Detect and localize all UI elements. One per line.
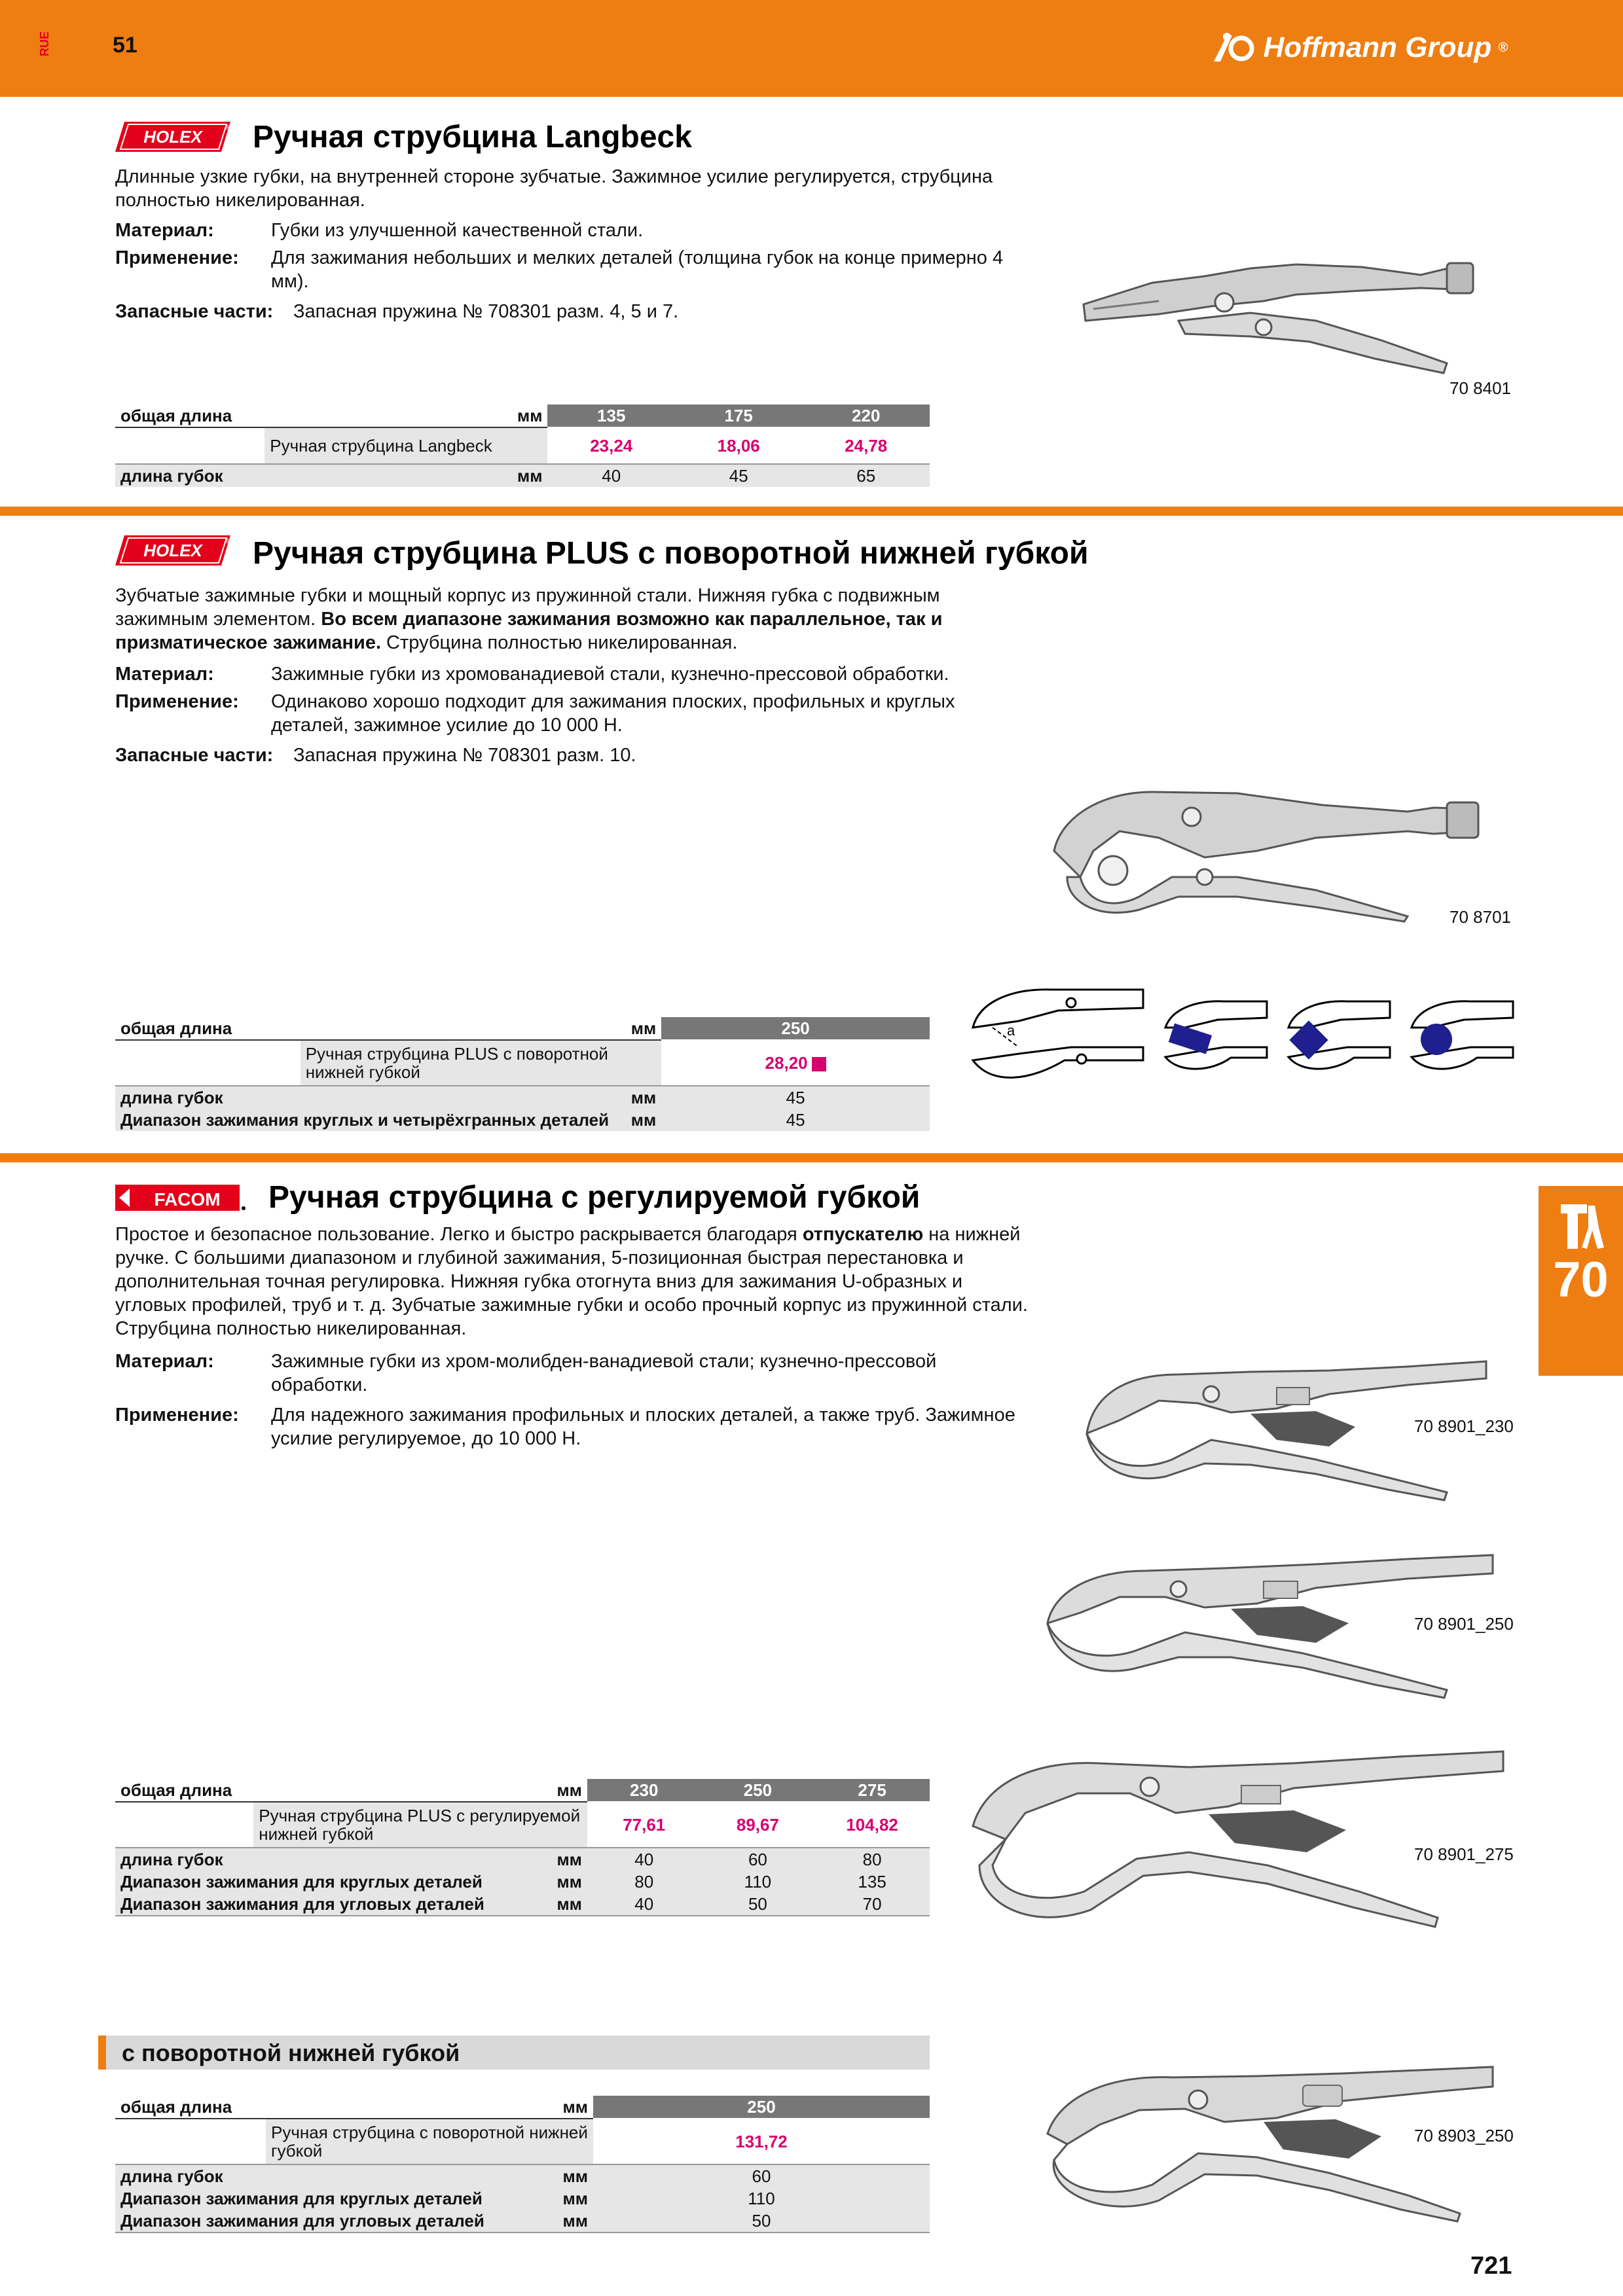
row-value: 135 bbox=[814, 1871, 930, 1893]
page-number: 721 bbox=[1470, 2252, 1512, 2280]
spares-label: Запасные части: bbox=[115, 301, 274, 322]
row-label: длина губок bbox=[115, 464, 505, 487]
spec-table-708901 bbox=[115, 1779, 930, 1916]
image-label-708903-250: 70 8903_250 bbox=[1414, 2126, 1514, 2145]
section3-material bbox=[115, 1350, 966, 1397]
article-number bbox=[115, 1802, 253, 1848]
application-label: Применение: bbox=[115, 691, 239, 712]
section1-intro: Длинные узкие губки, на внутренней стороне зубчатые. Зажимное усилие регулируется, струбцина полностью никелированная. bbox=[115, 166, 993, 211]
subheading-marker bbox=[98, 2036, 106, 2070]
material-value: Зажимные губки из хром-молибден-ванадиевой стали; кузнечно-прессовой обработки. bbox=[271, 1351, 937, 1395]
application-value: Одинаково хорошо подходит для зажимания плоских, профильных и круглых деталей, зажимное усилие до 10 000 Н. bbox=[271, 691, 955, 736]
material-value: Зажимные губки из хромованадиевой стали, кузнечно-прессовой обработки. bbox=[271, 664, 949, 685]
article-prefix: 72B bbox=[120, 437, 134, 459]
application-value: Для зажимания небольших и мелких деталей (толщина губок на конце примерно 4 мм). bbox=[271, 247, 1004, 292]
spares-value: Запасная пружина № 708301 разм. 10. bbox=[293, 745, 636, 766]
row-value: 45 bbox=[675, 464, 802, 487]
brand-name: Hoffmann Group bbox=[1263, 31, 1492, 63]
row-label: Диапазон зажимания для угловых деталей bbox=[115, 1893, 548, 1916]
size-cell: 230 bbox=[587, 1779, 701, 1802]
article-value: 70 8401 bbox=[139, 429, 249, 463]
price-cell bbox=[661, 1040, 930, 1086]
section2-spares bbox=[115, 744, 1032, 767]
size-cell: 135 bbox=[547, 404, 674, 427]
price-cell: 18,06 bbox=[675, 427, 802, 464]
row-label: Диапазон зажимания для круглых деталей bbox=[115, 2187, 554, 2210]
table-row bbox=[115, 1040, 930, 1086]
row-unit: мм bbox=[554, 2164, 593, 2187]
new-item-marker-icon bbox=[812, 1057, 826, 1071]
spares-label: Запасные части: bbox=[115, 745, 274, 766]
section1-application bbox=[115, 246, 1019, 293]
table-row bbox=[115, 427, 930, 464]
image-label-708901-250: 70 8901_250 bbox=[1414, 1614, 1514, 1634]
price-cell: 104,82 bbox=[814, 1802, 930, 1848]
row-value: 70 bbox=[814, 1893, 930, 1916]
section-title-facom: Ручная струбцина с регулируемой губкой bbox=[268, 1180, 921, 1215]
facom-pliers-275-image bbox=[966, 1748, 1510, 1937]
image-label-708701: 70 8701 bbox=[1450, 907, 1511, 927]
jaw-diagram-angle-icon bbox=[966, 982, 1150, 1093]
row-unit: мм bbox=[548, 1893, 587, 1916]
article-value: 70 8903 bbox=[139, 2125, 249, 2159]
row-unit: мм bbox=[554, 2210, 593, 2233]
row-label: Диапазон зажимания круглых и четырёхгранных деталей bbox=[115, 1109, 614, 1131]
section-title-langbeck: Ручная струбцина Langbeck bbox=[253, 120, 692, 154]
unit-label: мм bbox=[554, 2096, 593, 2119]
hoffmann-logo-icon bbox=[1211, 31, 1257, 64]
svg-text:®: ® bbox=[225, 124, 230, 132]
row-unit: мм bbox=[614, 1086, 661, 1109]
language-code: RUE bbox=[38, 31, 51, 57]
row-value: 45 bbox=[661, 1086, 930, 1109]
row-label: длина губок bbox=[115, 1086, 614, 1109]
section2-material bbox=[115, 662, 1032, 686]
total-length-label: общая длина bbox=[115, 1017, 614, 1040]
price-cell: 89,67 bbox=[701, 1802, 815, 1848]
row-value: 110 bbox=[701, 1871, 815, 1893]
article-number bbox=[115, 2119, 266, 2164]
row-label: Диапазон зажимания для угловых деталей bbox=[115, 2210, 554, 2233]
intro-bold: отпускателю bbox=[802, 1224, 924, 1245]
total-length-label: общая длина bbox=[115, 404, 505, 427]
application-label: Применение: bbox=[115, 247, 239, 268]
article-description: Ручная струбцина PLUS с регулируемой нижней губкой bbox=[253, 1802, 587, 1848]
article-prefix: 73R bbox=[120, 2133, 134, 2155]
svg-text:a: a bbox=[1007, 1022, 1015, 1039]
table-row bbox=[115, 1802, 930, 1848]
table-row bbox=[115, 404, 930, 427]
intro-bold: Во всем диапазоне зажимания возможно как параллельное, так и призматическое зажимание. bbox=[115, 609, 943, 653]
section-separator bbox=[0, 507, 1623, 516]
chapter-number: 70 bbox=[1553, 1252, 1609, 1308]
article-description: Ручная струбцина Langbeck bbox=[264, 427, 547, 464]
size-cell: 250 bbox=[661, 1017, 930, 1040]
svg-text:HOLEX: HOLEX bbox=[143, 127, 202, 147]
holex-logo bbox=[115, 534, 230, 567]
subheading-bar bbox=[98, 2036, 930, 2070]
price-cell: 131,72 bbox=[593, 2119, 930, 2164]
article-value: 70 8701 bbox=[139, 1046, 249, 1080]
price-cell: 24,78 bbox=[802, 427, 930, 464]
row-value: 40 bbox=[547, 464, 674, 487]
spec-table-708701 bbox=[115, 1017, 930, 1131]
spares-value: Запасная пружина № 708301 разм. 4, 5 и 7. bbox=[293, 301, 679, 322]
total-length-label: общая длина bbox=[115, 2096, 554, 2119]
langbeck-pliers-image bbox=[1080, 249, 1486, 380]
table-row bbox=[115, 464, 930, 487]
section3-application bbox=[115, 1403, 1019, 1450]
article-description: Ручная струбцина с поворотной нижней губкой bbox=[266, 2119, 593, 2164]
table-row bbox=[115, 1848, 930, 1871]
section2-intro bbox=[115, 584, 1025, 655]
price-value: 28,20 bbox=[765, 1052, 808, 1073]
size-cell: 275 bbox=[814, 1779, 930, 1802]
size-cell: 250 bbox=[701, 1779, 815, 1802]
row-value: 40 bbox=[587, 1848, 701, 1871]
intro-text: на нижней ручке. С большими диапазоном и глубиной зажимания, 5-позиционная быстрая перестановка и дополнительная точная регулировка. Нижняя губка отогнута вниз для зажимания U-образных и угловых профилей, труб и т. д. Зубчатые зажимные губки и особо прочный корпус из пружинной стали. Струбцина полностью никелированная. bbox=[115, 1224, 1028, 1339]
table-row bbox=[115, 2210, 930, 2233]
unit-label: мм bbox=[548, 1779, 587, 1802]
image-label-708901-230: 70 8901_230 bbox=[1414, 1416, 1514, 1436]
table-row bbox=[115, 1109, 930, 1131]
subheading-text: с поворотной нижней губкой bbox=[122, 2039, 460, 2066]
brand-logo bbox=[1211, 31, 1508, 64]
brand-registered: ® bbox=[1498, 40, 1508, 55]
table-row bbox=[115, 1086, 930, 1109]
size-cell: 220 bbox=[802, 404, 930, 427]
row-value: 50 bbox=[593, 2210, 930, 2233]
table-row bbox=[115, 2164, 930, 2187]
facom-logo bbox=[115, 1183, 246, 1212]
section-separator bbox=[0, 1153, 1623, 1162]
row-value: 60 bbox=[701, 1848, 815, 1871]
row-value: 80 bbox=[814, 1848, 930, 1871]
table-row bbox=[115, 2096, 930, 2119]
row-value: 65 bbox=[802, 464, 930, 487]
material-value: Губки из улучшенной качественной стали. bbox=[271, 220, 644, 241]
unit-label: мм bbox=[614, 1017, 661, 1040]
row-value: 60 bbox=[593, 2164, 930, 2187]
svg-text:HOLEX: HOLEX bbox=[143, 541, 202, 560]
row-value: 110 bbox=[593, 2187, 930, 2210]
row-value: 40 bbox=[587, 1893, 701, 1916]
unit-label: мм bbox=[505, 404, 548, 427]
row-label: Диапазон зажимания для круглых деталей bbox=[115, 1871, 548, 1893]
row-unit: мм bbox=[614, 1109, 661, 1131]
table-row bbox=[115, 1871, 930, 1893]
table-row bbox=[115, 1779, 930, 1802]
row-unit: мм bbox=[554, 2187, 593, 2210]
intro-text: Зубчатые зажимные губки и мощный корпус из пружинной стали. Нижняя губка с подвижным зажимным элементом. bbox=[115, 585, 940, 630]
price-cell: 77,61 bbox=[587, 1802, 701, 1848]
size-cell: 250 bbox=[593, 2096, 930, 2119]
svg-text:®: ® bbox=[225, 538, 230, 545]
holex-logo bbox=[115, 120, 230, 153]
spec-table-708903 bbox=[115, 2096, 930, 2233]
section2-application bbox=[115, 690, 966, 737]
material-label: Материал: bbox=[115, 1351, 214, 1372]
article-value: 70 8901 bbox=[139, 1808, 249, 1842]
jaw-diagram-square-icon bbox=[1282, 995, 1393, 1080]
row-value: 80 bbox=[587, 1871, 701, 1893]
table-row bbox=[115, 2187, 930, 2210]
section1-material bbox=[115, 219, 1032, 242]
svg-text:FACOM: FACOM bbox=[154, 1189, 221, 1210]
section-title-plus: Ручная струбцина PLUS с поворотной нижней губкой bbox=[253, 536, 1089, 571]
size-cell: 175 bbox=[675, 404, 802, 427]
row-unit: мм bbox=[548, 1871, 587, 1893]
material-label: Материал: bbox=[115, 664, 214, 685]
article-prefix: 72B bbox=[120, 1054, 134, 1077]
row-unit: мм bbox=[505, 464, 548, 487]
page-top-number: 51 bbox=[113, 33, 137, 58]
chapter-side-tab bbox=[1539, 1186, 1623, 1376]
price-cell: 23,24 bbox=[547, 427, 674, 464]
intro-text: Простое и безопасное пользование. Легко и быстро раскрывается благодаря bbox=[115, 1224, 803, 1245]
plus-pliers-image bbox=[1041, 779, 1486, 923]
article-number bbox=[115, 427, 264, 464]
intro-text: Струбцина полностью никелированная. bbox=[381, 632, 738, 653]
spec-table-708401 bbox=[115, 404, 930, 487]
article-prefix: 73R bbox=[120, 1816, 134, 1839]
row-unit: мм bbox=[548, 1848, 587, 1871]
application-label: Применение: bbox=[115, 1405, 239, 1426]
application-value: Для надежного зажимания профильных и плоских деталей, а также труб. Зажимное усилие регулируемое, до 10 000 Н. bbox=[271, 1405, 1015, 1449]
row-label: длина губок bbox=[115, 1848, 548, 1871]
table-row bbox=[115, 1893, 930, 1916]
image-label-708901-275: 70 8901_275 bbox=[1414, 1844, 1514, 1864]
jaw-diagram-round-icon bbox=[1405, 995, 1516, 1080]
section1-spares bbox=[115, 300, 1032, 323]
article-number bbox=[115, 1040, 301, 1086]
total-length-label: общая длина bbox=[115, 1779, 548, 1802]
article-description: Ручная струбцина PLUS с поворотной нижней губкой bbox=[301, 1040, 661, 1086]
image-label-708401: 70 8401 bbox=[1450, 378, 1511, 398]
section3-intro bbox=[115, 1223, 1032, 1340]
row-value: 50 bbox=[701, 1893, 815, 1916]
row-label: длина губок bbox=[115, 2164, 554, 2187]
pliers-icon bbox=[1558, 1202, 1605, 1251]
material-label: Материал: bbox=[115, 220, 214, 241]
table-row bbox=[115, 1017, 930, 1040]
jaw-diagram-flat-icon bbox=[1159, 995, 1270, 1080]
table-row bbox=[115, 2119, 930, 2164]
row-value: 45 bbox=[661, 1109, 930, 1131]
